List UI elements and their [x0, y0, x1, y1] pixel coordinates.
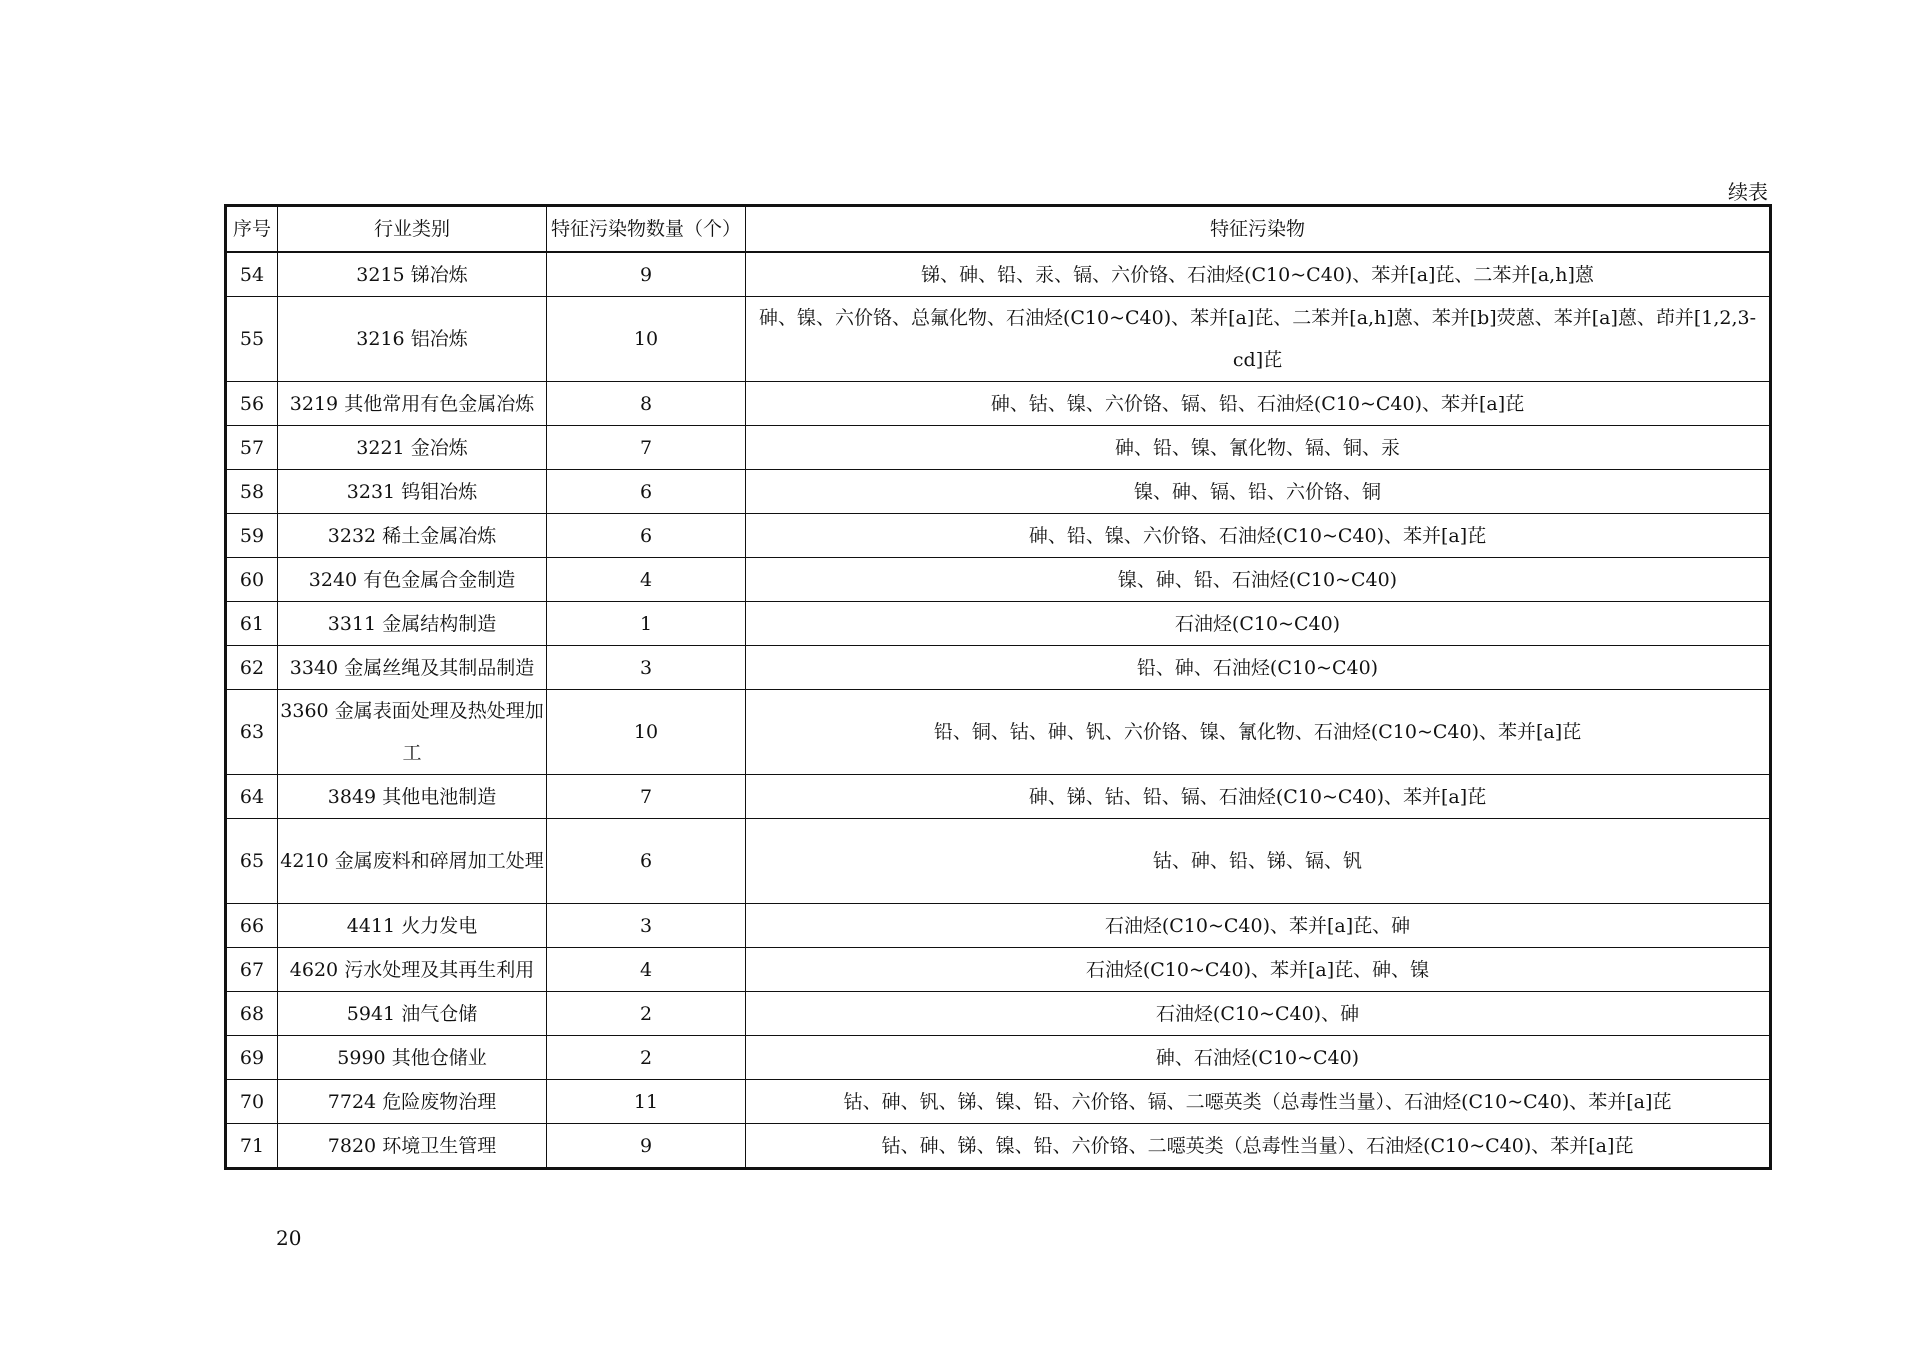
cell-serial-no: 69	[226, 1036, 278, 1080]
cell-industry: 4411 火力发电	[278, 904, 547, 948]
table-row	[226, 948, 1771, 992]
cell-serial-no: 71	[226, 1124, 278, 1169]
cell-pollutants: 镍、砷、镉、铅、六价铬、铜	[746, 470, 1771, 514]
cell-pollutants: 镍、砷、铅、石油烃(C10~C40)	[746, 558, 1771, 602]
cell-pollutants: 石油烃(C10~C40)、苯并[a]芘、砷、镍	[746, 948, 1771, 992]
cell-pollutants: 石油烃(C10~C40)、砷	[746, 992, 1771, 1036]
cell-count: 3	[547, 646, 746, 690]
table-row	[226, 426, 1771, 470]
cell-count: 9	[547, 1124, 746, 1169]
cell-industry: 3215 锑冶炼	[278, 252, 547, 297]
cell-industry: 3231 钨钼冶炼	[278, 470, 547, 514]
cell-pollutants: 铅、铜、钴、砷、钒、六价铬、镍、氰化物、石油烃(C10~C40)、苯并[a]芘	[746, 690, 1771, 775]
cell-serial-no: 64	[226, 775, 278, 819]
cell-pollutants: 石油烃(C10~C40)、苯并[a]芘、砷	[746, 904, 1771, 948]
cell-count: 7	[547, 775, 746, 819]
cell-count: 10	[547, 690, 746, 775]
cell-serial-no: 58	[226, 470, 278, 514]
table-row	[226, 514, 1771, 558]
cell-serial-no: 56	[226, 382, 278, 426]
table-row	[226, 646, 1771, 690]
cell-count: 11	[547, 1080, 746, 1124]
cell-pollutants: 钴、砷、铅、锑、镉、钒	[746, 819, 1771, 904]
cell-serial-no: 55	[226, 297, 278, 382]
cell-count: 8	[547, 382, 746, 426]
cell-pollutants: 钴、砷、锑、镍、铅、六价铬、二噁英类（总毒性当量）、石油烃(C10~C40)、苯并[a]芘	[746, 1124, 1771, 1169]
cell-serial-no: 62	[226, 646, 278, 690]
cell-industry: 3219 其他常用有色金属冶炼	[278, 382, 547, 426]
cell-serial-no: 57	[226, 426, 278, 470]
cell-industry: 5990 其他仓储业	[278, 1036, 547, 1080]
header-pollutants: 特征污染物	[746, 206, 1771, 253]
cell-pollutants: 砷、钴、镍、六价铬、镉、铅、石油烃(C10~C40)、苯并[a]芘	[746, 382, 1771, 426]
table-row	[226, 690, 1771, 775]
cell-industry: 3232 稀土金属冶炼	[278, 514, 547, 558]
cell-count: 7	[547, 426, 746, 470]
table-row	[226, 775, 1771, 819]
table-row	[226, 602, 1771, 646]
cell-pollutants: 砷、石油烃(C10~C40)	[746, 1036, 1771, 1080]
cell-serial-no: 59	[226, 514, 278, 558]
continuation-label: 续表	[1728, 180, 1768, 204]
table-row	[226, 558, 1771, 602]
cell-count: 2	[547, 992, 746, 1036]
cell-count: 6	[547, 819, 746, 904]
cell-count: 3	[547, 904, 746, 948]
table-row	[226, 1124, 1771, 1169]
cell-industry: 3360 金属表面处理及热处理加工	[278, 690, 547, 775]
cell-pollutants: 砷、铅、镍、氰化物、镉、铜、汞	[746, 426, 1771, 470]
table-row	[226, 297, 1771, 382]
cell-serial-no: 67	[226, 948, 278, 992]
cell-count: 9	[547, 252, 746, 297]
cell-count: 1	[547, 602, 746, 646]
cell-pollutants: 锑、砷、铅、汞、镉、六价铬、石油烃(C10~C40)、苯并[a]芘、二苯并[a,h]蒽	[746, 252, 1771, 297]
cell-serial-no: 61	[226, 602, 278, 646]
table-row	[226, 1036, 1771, 1080]
cell-industry: 4620 污水处理及其再生利用	[278, 948, 547, 992]
cell-pollutants: 砷、铅、镍、六价铬、石油烃(C10~C40)、苯并[a]芘	[746, 514, 1771, 558]
table-row	[226, 992, 1771, 1036]
cell-serial-no: 65	[226, 819, 278, 904]
cell-industry: 7724 危险废物治理	[278, 1080, 547, 1124]
cell-industry: 3216 铝冶炼	[278, 297, 547, 382]
cell-count: 4	[547, 558, 746, 602]
cell-industry: 3849 其他电池制造	[278, 775, 547, 819]
cell-count: 10	[547, 297, 746, 382]
cell-pollutants: 钴、砷、钒、锑、镍、铅、六价铬、镉、二噁英类（总毒性当量）、石油烃(C10~C40)、苯并[a]芘	[746, 1080, 1771, 1124]
table-row	[226, 470, 1771, 514]
cell-industry: 7820 环境卫生管理	[278, 1124, 547, 1169]
cell-industry: 4210 金属废料和碎屑加工处理	[278, 819, 547, 904]
cell-industry: 3340 金属丝绳及其制品制造	[278, 646, 547, 690]
table-row	[226, 819, 1771, 904]
cell-serial-no: 66	[226, 904, 278, 948]
pollutant-table	[224, 204, 1772, 1170]
cell-serial-no: 63	[226, 690, 278, 775]
table-row	[226, 382, 1771, 426]
cell-industry: 3240 有色金属合金制造	[278, 558, 547, 602]
cell-pollutants: 砷、锑、钴、铅、镉、石油烃(C10~C40)、苯并[a]芘	[746, 775, 1771, 819]
cell-count: 4	[547, 948, 746, 992]
cell-pollutants: 石油烃(C10~C40)	[746, 602, 1771, 646]
table-row	[226, 252, 1771, 297]
cell-count: 6	[547, 514, 746, 558]
cell-count: 2	[547, 1036, 746, 1080]
cell-serial-no: 68	[226, 992, 278, 1036]
header-serial-no: 序号	[226, 206, 278, 253]
cell-serial-no: 54	[226, 252, 278, 297]
cell-pollutants: 铅、砷、石油烃(C10~C40)	[746, 646, 1771, 690]
cell-serial-no: 60	[226, 558, 278, 602]
header-pollutant-count: 特征污染物数量（个）	[547, 206, 746, 253]
header-industry-category: 行业类别	[278, 206, 547, 253]
cell-count: 6	[547, 470, 746, 514]
cell-industry: 3221 金冶炼	[278, 426, 547, 470]
table-row	[226, 904, 1771, 948]
cell-serial-no: 70	[226, 1080, 278, 1124]
table-header-row	[226, 206, 1771, 253]
cell-industry: 3311 金属结构制造	[278, 602, 547, 646]
table-row	[226, 1080, 1771, 1124]
cell-industry: 5941 油气仓储	[278, 992, 547, 1036]
page-number: 20	[276, 1226, 302, 1250]
cell-pollutants: 砷、镍、六价铬、总氟化物、石油烃(C10~C40)、苯并[a]芘、二苯并[a,h]蒽、苯并[b]荧蒽、苯并[a]蒽、茚并[1,2,3-cd]芘	[746, 297, 1771, 382]
